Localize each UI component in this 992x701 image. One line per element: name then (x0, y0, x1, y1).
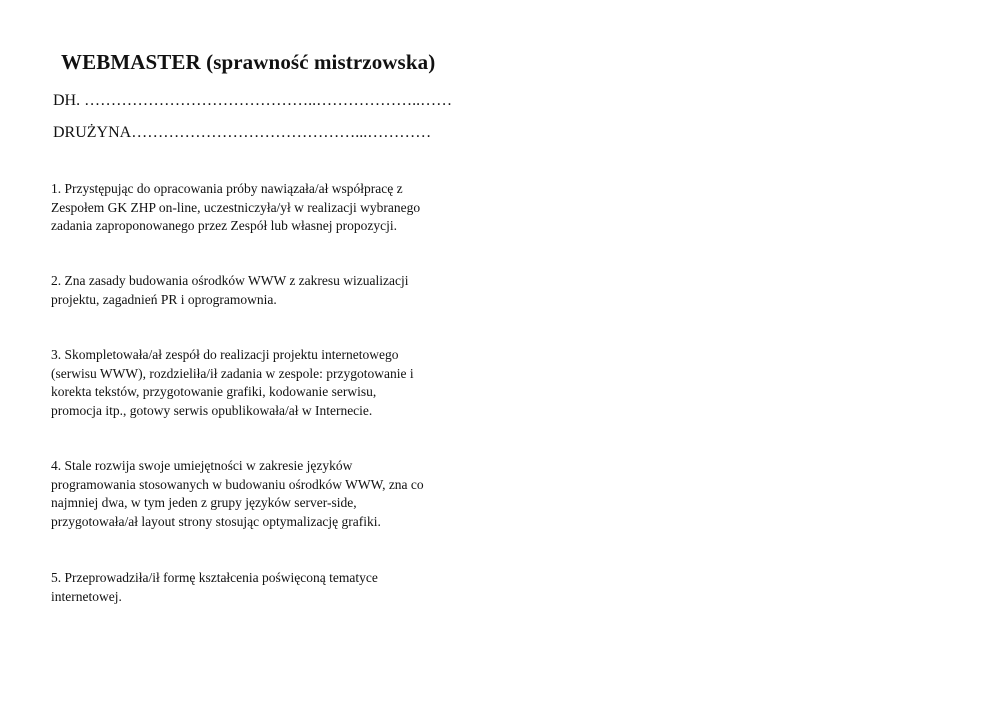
requirement-line: 4. Stale rozwija swoje umiejętności w zakresie języków (51, 458, 353, 473)
druzyna-field: DRUŻYNA……………………………………...………… (53, 124, 432, 141)
requirement-line: 2. Zna zasady budowania ośrodków WWW z zakresu wizualizacji (51, 273, 409, 288)
requirement-item-3 (51, 346, 451, 421)
requirement-line: 1. Przystępując do opracowania próby nawiązała/ał współpracę z (51, 181, 403, 196)
requirement-line: internetowej. (51, 588, 122, 604)
requirement-line: Zespołem GK ZHP on-line, uczestniczyła/ył w realizacji wybranego (51, 199, 421, 215)
requirement-item-4 (51, 457, 451, 532)
requirement-line: najmniej dwa, w tym jeden z grupy języków server-side, (51, 495, 357, 511)
requirement-line: zadania zaproponowanego przez Zespół lub własnej propozycji. (51, 218, 397, 234)
dh-name-field: DH. ……………………………………..………………..…… (53, 92, 453, 109)
requirement-item-5 (51, 569, 451, 606)
requirement-line: programowania stosowanych w budowaniu ośrodków WWW, zna co (51, 476, 424, 492)
requirement-item-1 (51, 180, 451, 236)
requirement-item-2 (51, 272, 451, 309)
document-title: WEBMASTER (sprawność mistrzowska) (61, 50, 436, 74)
requirement-line: 3. Skompletowała/ał zespół do realizacji projektu internetowego (51, 347, 399, 362)
requirement-line: 5. Przeprowadziła/ił formę kształcenia poświęconą tematyce (51, 570, 378, 585)
requirement-line: promocja itp., gotowy serwis opublikowała/ał w Internecie. (51, 403, 373, 419)
requirement-line: przygotowała/ał layout strony stosując optymalizację grafiki. (51, 514, 381, 530)
requirement-line: (serwisu WWW), rozdzieliła/ił zadania w zespole: przygotowanie i (51, 365, 414, 381)
requirement-line: korekta tekstów, przygotowanie grafiki, kodowanie serwisu, (51, 384, 377, 400)
requirement-line: projektu, zagadnień PR i oprogramownia. (51, 291, 277, 307)
